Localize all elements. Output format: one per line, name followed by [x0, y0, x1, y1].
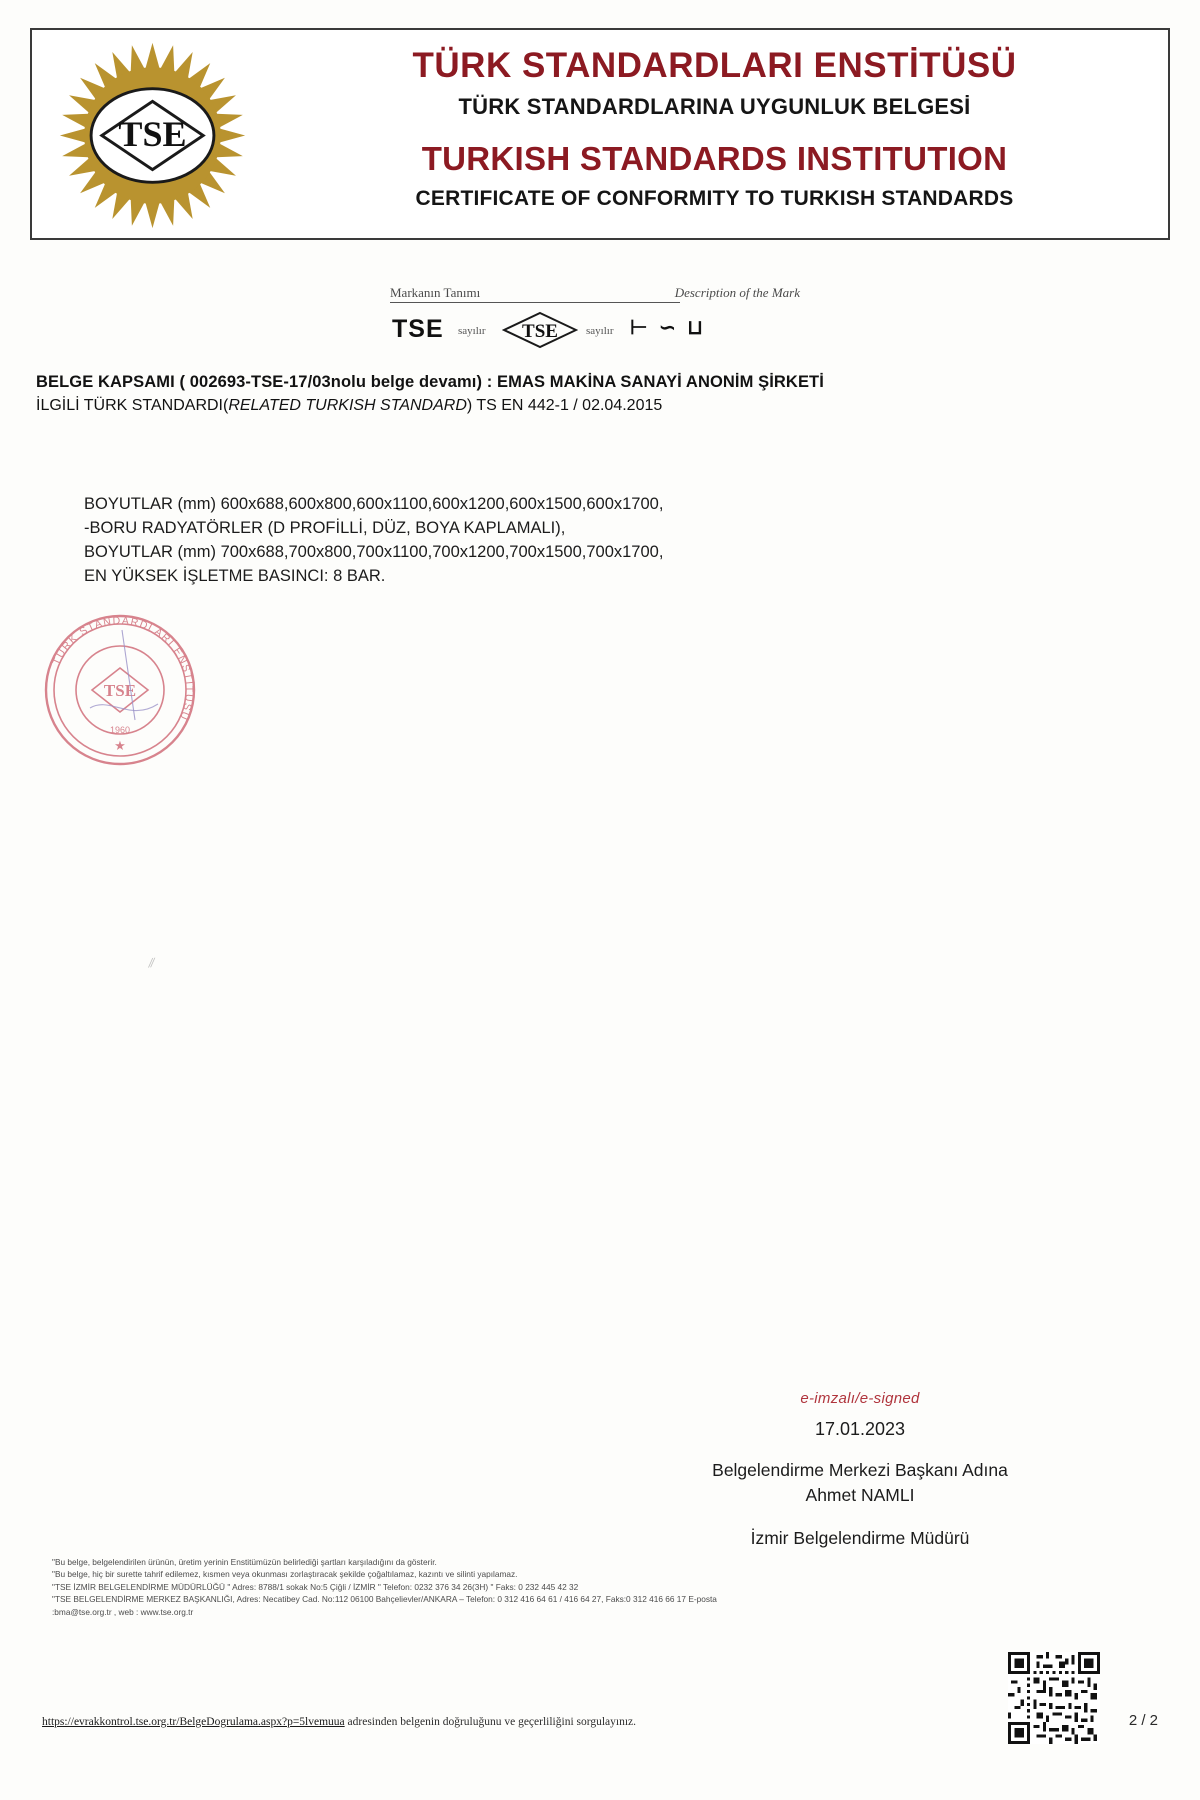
- header-subtitle-tr: TÜRK STANDARDLARINA UYGUNLUK BELGESİ: [458, 94, 971, 120]
- verification-url[interactable]: https://evrakkontrol.tse.org.tr/BelgeDogrulama.aspx?p=5lvemuua: [42, 1716, 345, 1728]
- svg-text:1960: 1960: [109, 725, 131, 735]
- signer-role-line1: Belgelendirme Merkezi Başkanı Adına: [712, 1460, 1008, 1480]
- product-line: BOYUTLAR (mm) 700x688,700x800,700x1100,700x1200,700x1500,700x1700,: [84, 542, 664, 561]
- related-standard-suffix: ) TS EN 442-1 / 02.04.2015: [466, 397, 663, 414]
- svg-text:★: ★: [114, 738, 126, 753]
- related-standard-line: [36, 397, 1156, 415]
- signer-role-line2: İzmir Belgelendirme Müdürü: [750, 1528, 970, 1548]
- related-standard-prefix: İLGİLİ TÜRK STANDARDI(: [36, 397, 229, 414]
- product-line: EN YÜKSEK İŞLETME BASINCI: 8 BAR.: [84, 566, 386, 585]
- stamp-ink-smudge: ⁄⁄: [148, 954, 156, 971]
- product-line: BOYUTLAR (mm) 600x688,600x800,600x1100,600x1200,600x1500,600x1700,: [84, 495, 664, 513]
- e-signed-label: e-imzalı/e-signed: [800, 1390, 920, 1407]
- tse-logo-svg: [50, 38, 255, 233]
- mark-extra-glyph: ⊢ ∽ ⊔: [630, 317, 706, 339]
- mark-diamond-icon: [502, 311, 578, 349]
- scope-title: BELGE KAPSAMI ( 002693-TSE-17/03nolu belge devamı) : EMAS MAKİNA SANAYİ ANONİM ŞİRKETİ: [36, 373, 824, 391]
- header-title-en: TURKISH STANDARDS INSTITUTION: [421, 140, 1008, 178]
- signature-date: 17.01.2023: [814, 1419, 906, 1439]
- mark-labels: [390, 285, 810, 305]
- mark-label-tr: Markanın Tanımı: [390, 285, 481, 300]
- tse-logo-text: TSE: [118, 114, 187, 155]
- header-subtitle-en: CERTIFICATE OF CONFORMITY TO TURKISH STANDARDS: [415, 187, 1014, 211]
- footer-line: :bma@tse.org.tr , web : www.tse.org.tr: [52, 1606, 194, 1617]
- verification-line: [42, 1716, 942, 1728]
- verification-text: adresinden belgenin doğruluğunu ve geçerliliğini sorgulayınız.: [344, 1716, 637, 1728]
- footer-line: "TSE BELGELENDİRME MERKEZ BAŞKANLIĞI, Adres: Necatibey Cad. No:112 06100 Bahçelievler/ANKARA – Telefon: 0 312 416 64 61 / 416 64 27, Faks:0 312 416 66 17 E-posta: [52, 1594, 717, 1605]
- page-number: 2 / 2: [1128, 1712, 1158, 1729]
- signer-name: Ahmet NAMLI: [805, 1485, 915, 1505]
- scope-section: [36, 373, 1156, 415]
- certificate-header: [30, 28, 1170, 240]
- footer-line: "TSE İZMİR BELGELENDİRME MÜDÜRLÜĞÜ " Adres: 8788/1 sokak No:5 Çiğli / İZMİR " Telefon: 0232 376 34 26(3H) " Faks: 0 232 445 42 32: [52, 1581, 579, 1592]
- footer-line: "Bu belge, hiç bir surette tahrif edilemez, kısmen veya okunması zorlaştıracak şekilde çoğaltılamaz, kazıntı ve silinti yapılamaz.: [52, 1569, 518, 1580]
- mark-label-en: Description of the Mark: [674, 285, 800, 300]
- related-standard-italic: RELATED TURKISH STANDARD: [228, 397, 467, 414]
- svg-text:TÜRK STANDARDLARI ENSTİTÜSÜ: TÜRK STANDARDLARI ENSTİTÜSÜ: [50, 614, 196, 723]
- mark-underline: [390, 302, 680, 303]
- footer-fine-print: [52, 1556, 1127, 1618]
- product-scope-list: [84, 493, 984, 589]
- signature-block: [600, 1390, 1120, 1549]
- verification-qr-code: [1008, 1652, 1100, 1744]
- footer-line: "Bu belge, belgelendirilen ürünün, üretim yerinin Enstitümüzün belirlediği şartları karşıladığını da gösterir.: [52, 1557, 437, 1567]
- svg-text:TSE: TSE: [103, 681, 137, 700]
- header-title-tr: TÜRK STANDARDLARI ENSTİTÜSÜ: [412, 46, 1017, 85]
- tse-logo: [50, 38, 255, 233]
- official-stamp: [30, 600, 210, 780]
- mark-sayili-1: sayılır: [458, 325, 486, 337]
- header-text-group: [267, 40, 1162, 211]
- product-line: -BORU RADYATÖRLER (D PROFİLLİ, DÜZ, BOYA KAPLAMALI),: [84, 518, 566, 537]
- mark-description-block: [390, 285, 810, 351]
- mark-sayili-2: sayılır: [586, 325, 614, 337]
- mark-tse-text: TSE: [392, 315, 444, 343]
- mark-glyph-row: [390, 311, 810, 351]
- svg-text:TSE: TSE: [522, 321, 558, 342]
